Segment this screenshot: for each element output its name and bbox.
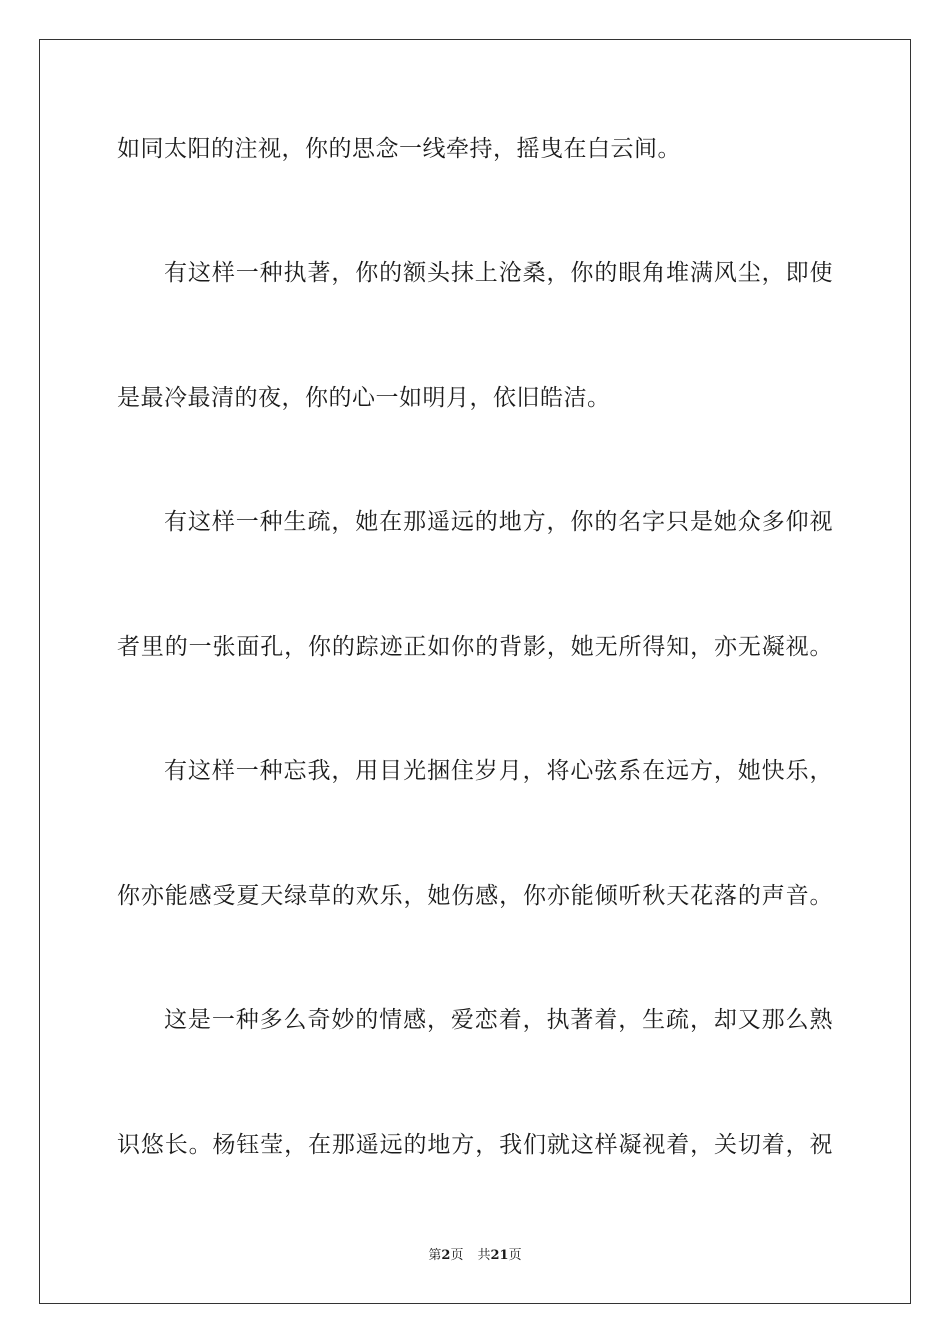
total-prefix: 共 <box>477 1248 491 1263</box>
total-suffix: 页 <box>508 1248 522 1263</box>
text-line: 如同太阳的注视，你的思念一线牵持，摇曳在白云间。 <box>117 136 681 162</box>
text-line: 识悠长。杨钰莹，在那遥远的地方，我们就这样凝视着，关切着，祝 <box>117 1132 833 1158</box>
page-prefix: 第 <box>428 1248 442 1263</box>
text-line: 这是一种多么奇妙的情感，爱恋着，执著着，生疏，却又那么熟 <box>164 1007 833 1033</box>
text-line: 是最冷最清的夜，你的心一如明月，依旧皓洁。 <box>117 385 611 411</box>
page-footer <box>0 1247 950 1265</box>
page-total: 21 <box>490 1248 509 1263</box>
page-current: 2 <box>441 1248 451 1263</box>
text-line: 有这样一种忘我，用目光捆住岁月，将心弦系在远方，她快乐， <box>164 758 833 784</box>
text-line: 有这样一种生疏，她在那遥远的地方，你的名字只是她众多仰视 <box>164 509 833 535</box>
text-line: 有这样一种执著，你的额头抹上沧桑，你的眼角堆满风尘，即使 <box>164 260 833 286</box>
page-suffix: 页 <box>450 1248 464 1263</box>
text-line: 你亦能感受夏天绿草的欢乐，她伤感，你亦能倾听秋天花落的声音。 <box>117 883 833 909</box>
page-border <box>39 39 911 1304</box>
text-line: 者里的一张面孔，你的踪迹正如你的背影，她无所得知，亦无凝视。 <box>117 634 833 660</box>
